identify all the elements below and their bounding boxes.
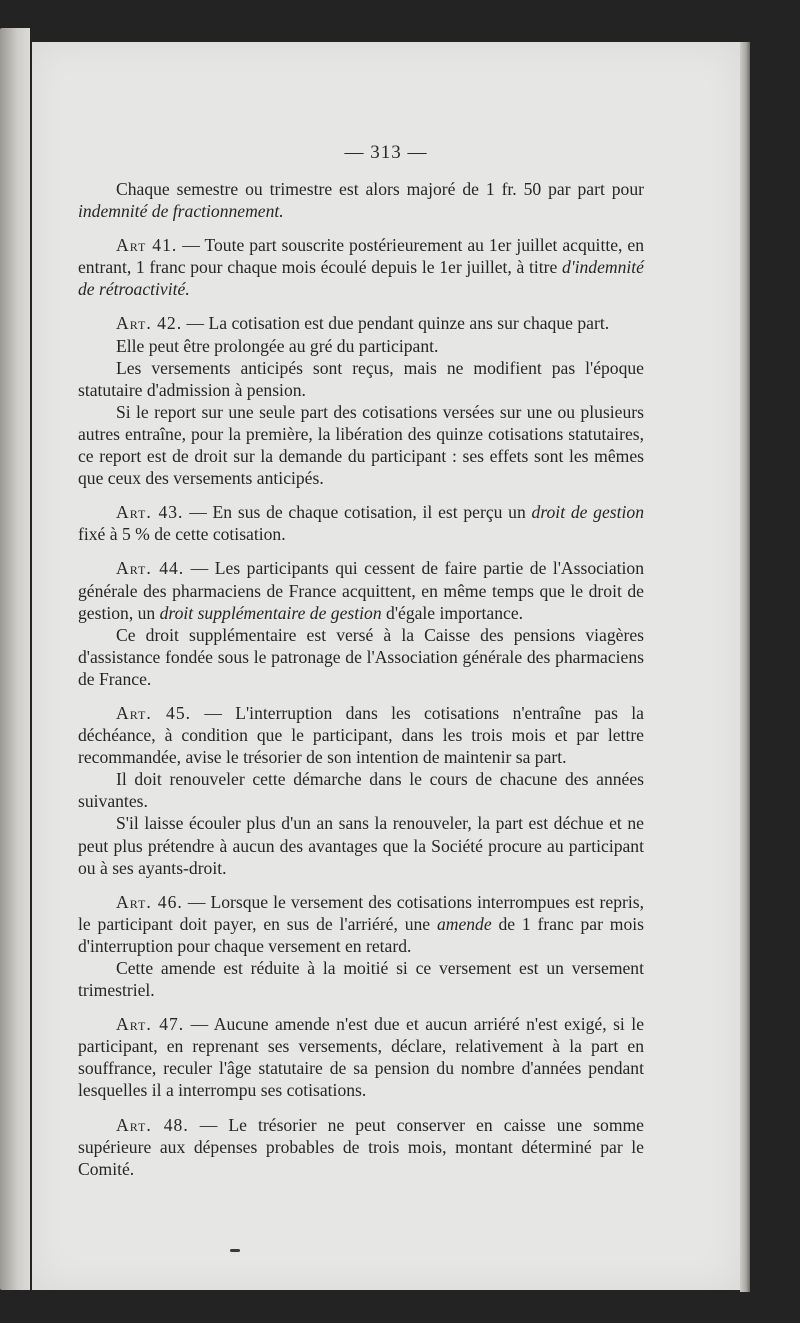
article-42: Art. 42. — La cotisation est due pendant quinze ans sur chaque part.: [116, 313, 610, 334]
paragraph: Chaque semestre ou trimestre est alors majoré de 1 fr. 50 par part pour indemnité de fractionnement.: [78, 179, 644, 222]
page-body: [78, 178, 644, 1180]
ink-mark: [230, 1249, 240, 1252]
paragraph: S'il laisse écouler plus d'un an sans la renouveler, la part est déchue et ne peut plus prétendre à aucun des avantages que la Société procure au participant ou à ses ayants-droit.: [78, 813, 644, 878]
article-label: Art. 42.: [116, 313, 183, 334]
paragraph: Elle peut être prolongée au gré du participant.: [116, 335, 439, 356]
article-label: Art 41.: [116, 235, 178, 256]
paragraph: Cette amende est réduite à la moitié si ce versement est un versement trimestriel.: [78, 958, 644, 1001]
article-47: Art. 47. — Aucune amende n'est due et aucun arriéré n'est exigé, si le participant, en reprenant ses versements, déclare, relativement à la part en souffrance, reculer l'âge statutaire de sa pension du nombre d'années pendant lesquelles il a interrompu ses cotisations.: [78, 1014, 645, 1101]
page-number: — 313 —: [344, 142, 428, 163]
book-page: [32, 42, 740, 1290]
article-label: Art. 48.: [116, 1114, 189, 1135]
article-44: Art. 44. — Les participants qui cessent de faire partie de l'Association générale des pharmaciens de France acquittent, en même temps que le droit de gestion, un droit supplémentaire de gestion d'égale importance.: [78, 558, 645, 623]
article-label: Art. 45.: [116, 702, 192, 723]
article-46: Art. 46. — Lorsque le versement des cotisations interrompues est repris, le participant doit payer, en sus de l'arriéré, une amende de 1 franc par mois d'interruption pour chaque versement en retard.: [78, 891, 644, 956]
article-label: Art. 47.: [116, 1014, 185, 1035]
article-label: Art. 43.: [116, 502, 184, 523]
paragraph: Si le report sur une seule part des cotisations versées sur une ou plusieurs autres entraîne, pour la première, la libération des quinze cotisations statutaires, ce report est de droit sur la demande du participant : ses effets sont les mêmes que ceux des versements anticipés.: [78, 401, 644, 489]
paragraph: Les versements anticipés sont reçus, mais ne modifient pas l'époque statutaire d'admission à pension.: [78, 357, 644, 400]
article-48: Art. 48. — Le trésorier ne peut conserver en caisse une somme supérieure aux dépenses probables de trois mois, montant déterminé par le Comité.: [78, 1114, 644, 1179]
page-block-edge: [740, 42, 750, 1292]
article-label: Art. 44.: [116, 558, 185, 579]
article-41: Art 41. — Toute part souscrite postérieurement au 1er juillet acquitte, en entrant, 1 franc pour chaque mois écoulé depuis le 1er juillet, à titre d'indemnité de rétroactivité.: [78, 235, 644, 300]
article-label: Art. 46.: [116, 891, 183, 912]
paragraph: Ce droit supplémentaire est versé à la Caisse des pensions viagères d'assistance fondée sous le patronage de l'Association générale des pharmaciens de France.: [78, 624, 644, 689]
facing-page-edge: [0, 28, 30, 1290]
article-43: Art. 43. — En sus de chaque cotisation, il est perçu un droit de gestion fixé à 5 % de cette cotisation.: [78, 502, 644, 545]
article-45: Art. 45. — L'interruption dans les cotisations n'entraîne pas la déchéance, à condition que le participant, dans les trois mois et par lettre recommandée, avise le trésorier de son intention de maintenir sa part.: [78, 702, 644, 768]
paragraph: Il doit renouveler cette démarche dans le cours de chacune des années suivantes.: [78, 769, 644, 812]
